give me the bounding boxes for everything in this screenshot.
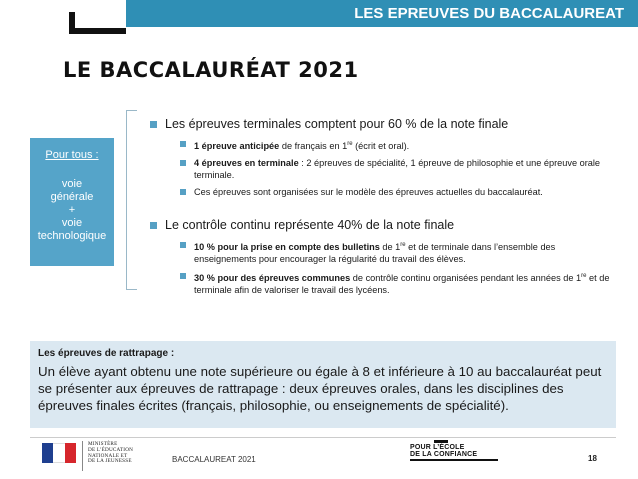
audience-line: technologique	[37, 230, 107, 242]
ecole-confiance-logo	[410, 440, 502, 462]
bullet-final-exams: Les épreuves terminales comptent pour 60 % de la note finale	[150, 117, 620, 132]
ecole-logo-text	[410, 444, 477, 458]
ministry-name	[88, 442, 133, 465]
page-number: 18	[588, 454, 597, 463]
rattrapage-body: Un élève ayant obtenu une note supérieure ou égale à 8 et inférieure à 10 au baccalauréat peut se présenter aux épreuves de rattrapage : deux épreuves orales, dans les disciplines des épreuves finales écrites (français, philosophie, ou enseignements de spécialité).	[38, 364, 602, 413]
text: et de terminale afin de valoriser le travail des lycéens.	[194, 273, 610, 296]
text: de français en 1	[279, 141, 348, 152]
bold-text: 30 % pour des épreuves communes	[194, 273, 351, 284]
bullet-list	[150, 117, 620, 301]
ecole-line: POUR L’ÉCOLE	[410, 444, 465, 451]
rattrapage-title: Les épreuves de rattrapage :	[38, 348, 175, 359]
audience-box	[30, 138, 114, 266]
audience-line: générale	[50, 191, 94, 203]
sub-bullet-organisation: Ces épreuves sont organisées sur le modèle des épreuves actuelles du baccalauréat.	[180, 186, 620, 198]
corner-mark-horizontal	[69, 28, 126, 34]
text: (écrit et oral).	[352, 141, 410, 152]
bold-text: 10 % pour la prise en compte des bulletins	[194, 242, 380, 253]
logo-separator	[82, 441, 83, 471]
logo-bar	[434, 440, 448, 443]
sub-bullet-common-exams	[180, 270, 620, 296]
text: de contrôle continu organisées pendant les années de 1	[350, 273, 582, 284]
footer-divider	[30, 437, 616, 438]
sub-bullet-report-cards	[180, 239, 620, 265]
audience-line: voie	[61, 178, 83, 190]
ministry-line: MINISTÈRE	[88, 441, 118, 447]
ministry-line: NATIONALE ET	[88, 452, 128, 459]
ministry-line: DE LA JEUNESSE	[88, 458, 132, 465]
ministry-line: DE L’ÉDUCATION	[88, 446, 134, 453]
section-header-bar	[126, 0, 638, 27]
ministry-logo	[42, 441, 164, 473]
logo-underline	[410, 459, 498, 461]
bracket-divider	[126, 110, 137, 290]
sub-bullet-anticipated	[180, 138, 620, 152]
section-title: LES EPREUVES DU BACCALAUREAT	[354, 5, 624, 22]
superscript: re	[347, 141, 353, 147]
superscript: re	[581, 273, 587, 280]
sub-bullet-terminal	[180, 157, 620, 181]
ecole-line: DE LA CONFIANCE	[410, 451, 478, 458]
page-title: LE BACCALAURÉAT 2021	[63, 58, 359, 82]
bold-text: 4 épreuves en terminale	[194, 158, 299, 169]
audience-label: Pour tous :	[45, 149, 99, 161]
audience-line: +	[68, 204, 76, 216]
bullet-continuous-assessment: Le contrôle continu représente 40% de la note finale	[150, 218, 620, 233]
rattrapage-panel	[30, 341, 616, 428]
footer-doc-label: BACCALAUREAT 2021	[172, 455, 256, 464]
audience-line: voie	[61, 217, 83, 229]
text: de 1	[379, 242, 401, 253]
text: : 2 épreuves de spécialité, 1 épreuve de philosophie et une épreuve orale terminale.	[194, 158, 601, 181]
superscript: re	[400, 242, 406, 249]
bold-text: 1 épreuve anticipée	[194, 141, 280, 152]
french-flag-icon	[42, 443, 76, 463]
text: et de terminale dans l’ensemble des enseignements pour encourager la régularité du travail des élèves.	[194, 242, 556, 265]
